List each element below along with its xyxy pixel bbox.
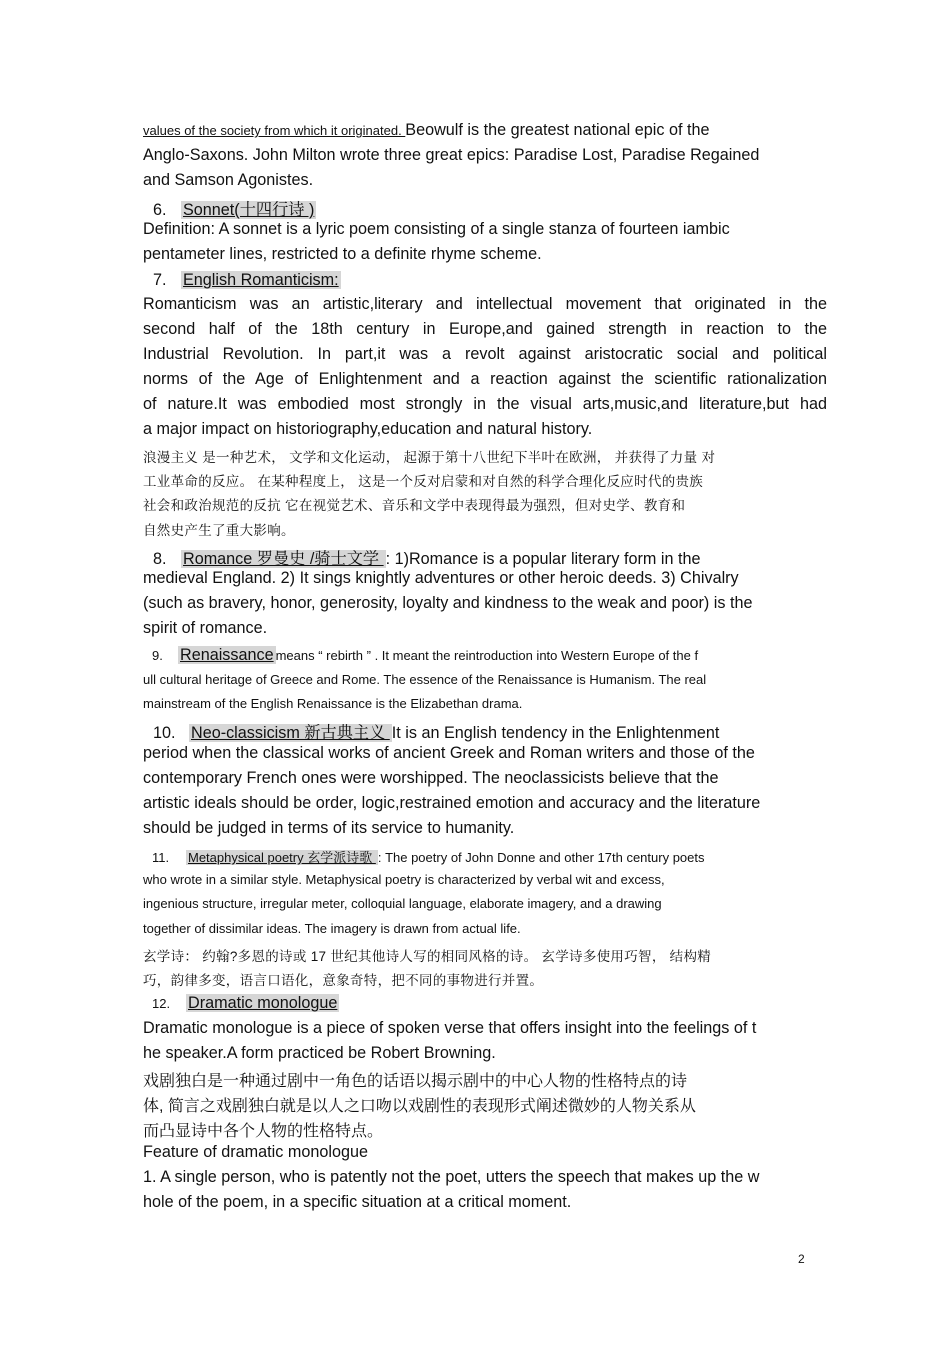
term-heading-8: 8. Romance 罗曼史 /骑士文学 : 1)Romance is a popular literary form in the	[153, 550, 701, 568]
term-heading-6: 6. Sonnet(十四行诗 )	[153, 201, 315, 219]
text-line: norms of the Age of Enlightenment and a reaction against the scientific rationalization	[143, 370, 827, 388]
text-line: Feature of dramatic monologue	[143, 1143, 368, 1161]
text-line: who wrote in a similar style. Metaphysical poetry is characterized by verbal wit and excess,	[143, 872, 665, 887]
term-heading-12: 12. Dramatic monologue	[152, 994, 338, 1012]
text-line: Dramatic monologue is a piece of spoken verse that offers insight into the feelings of t	[143, 1019, 757, 1037]
text-line: second half of the 18th century in Europe,and gained strength in reaction to the	[143, 320, 827, 338]
term-heading-7: 7. English Romanticism:	[153, 271, 339, 289]
chinese-line: 自然史产生了重大影响。	[143, 523, 295, 538]
chinese-line: 体, 简言之戏剧独白就是以人之口吻以戏剧性的表现形式阐述微妙的人物关系从	[143, 1098, 696, 1115]
chinese-line: 戏剧独白是一种通过剧中一角色的话语以揭示剧中的中心人物的性格特点的诗	[143, 1073, 688, 1090]
chinese-line: 而凸显诗中各个人物的性格特点。	[143, 1123, 384, 1140]
term-heading-9: 9. Renaissance means “ rebirth ” . It meant the reintroduction into Western Europe of the f	[152, 646, 699, 664]
text-line: Romanticism was an artistic,literary and intellectual movement that originated in the	[143, 295, 827, 313]
text-line: period when the classical works of ancient Greek and Roman writers and those of the	[143, 744, 755, 762]
term-heading-10: 10. Neo-classicism 新古典主义 It is an English tendency in the Enlightenment	[153, 724, 720, 742]
chinese-line: 浪漫主义 是一种艺术， 文学和文化运动， 起源于第十八世纪下半叶在欧洲， 并获得了力量 对	[143, 450, 716, 465]
chinese-line: 工业革命的反应。 在某种程度上， 这是一个反对启蒙和对自然的科学合理化反应时代的贵族	[143, 474, 704, 489]
text-line: 1. A single person, who is patently not the poet, utters the speech that makes up the w	[143, 1168, 760, 1186]
text-line: Definition: A sonnet is a lyric poem consisting of a single stanza of fourteen iambic	[143, 220, 730, 238]
text-line: of nature.It was embodied most strongly in the visual arts,music,and literature,but had	[143, 395, 827, 413]
text-line: ingenious structure, irregular meter, colloquial language, elaborate imagery, and a drawing	[143, 896, 662, 911]
text-line: and Samson Agonistes.	[143, 171, 314, 189]
text-line: he speaker.A form practiced be Robert Browning.	[143, 1044, 496, 1062]
text-line: artistic ideals should be order, logic,restrained emotion and accuracy and the literature	[143, 794, 761, 812]
chinese-line: 玄学诗： 约翰?多恩的诗或 17 世纪其他诗人写的相同风格的诗。 玄学诗多使用巧智， 结构精	[143, 949, 712, 964]
text-line: values of the society from which it originated. Beowulf is the greatest national epic of the	[143, 121, 710, 139]
text-line: pentameter lines, restricted to a definite rhyme scheme.	[143, 245, 542, 263]
chinese-line: 巧，韵律多变，语言口语化，意象奇特，把不同的事物进行并置。	[143, 973, 544, 988]
underlined-phrase: values of the society from which it originated.	[143, 123, 406, 138]
term-heading-11: 11. Metaphysical poetry 玄学派诗歌 : The poetry of John Donne and other 17th century poets	[152, 850, 705, 865]
text-line: Industrial Revolution. In part,it was a revolt against aristocratic social and political	[143, 345, 827, 363]
text-line: medieval England. 2) It sings knightly adventures or other heroic deeds. 3) Chivalry	[143, 569, 739, 587]
text-line: Anglo-Saxons. John Milton wrote three great epics: Paradise Lost, Paradise Regained	[143, 146, 760, 164]
text-line: ull cultural heritage of Greece and Rome. The essence of the Renaissance is Humanism. The real	[143, 672, 707, 687]
text-line: should be judged in terms of its service to humanity.	[143, 819, 515, 837]
text-line: mainstream of the English Renaissance is the Elizabethan drama.	[143, 696, 523, 711]
text-line: a major impact on historiography,education and natural history.	[143, 420, 593, 438]
text-line: hole of the poem, in a specific situation at a critical moment.	[143, 1193, 572, 1211]
text-line: (such as bravery, honor, generosity, loyalty and kindness to the weak and poor) is the	[143, 594, 753, 612]
text-line: spirit of romance.	[143, 619, 268, 637]
page-number: 2	[798, 1252, 805, 1266]
chinese-line: 社会和政治规范的反抗 它在视觉艺术、音乐和文学中表现得最为强烈，但对史学、教育和	[143, 498, 686, 513]
text-line: contemporary French ones were worshipped. The neoclassicists believe that the	[143, 769, 719, 787]
text-line: together of dissimilar ideas. The imagery is drawn from actual life.	[143, 921, 521, 936]
